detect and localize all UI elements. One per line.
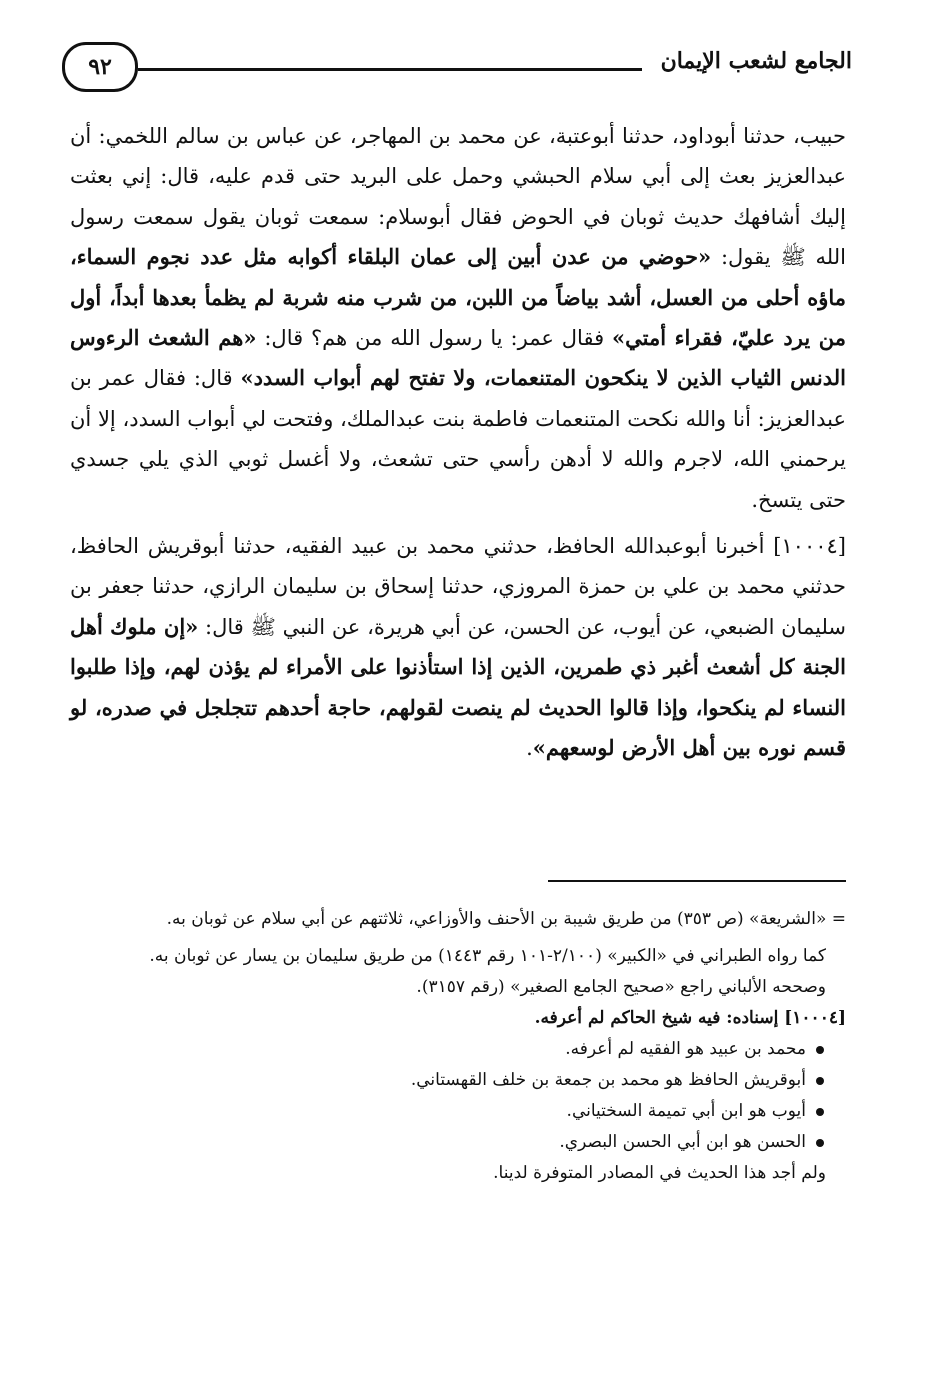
page-number: ٩٢ (62, 42, 138, 92)
hadith-text: «حوضي من عدن أبين إلى عمان البلقاء أكوابه مثل عدد نجوم السماء، ماؤه أحلى من العسل، أشد بياضاً من اللبن، من شرب منه شربة لم يظمأ بعدها أبداً، أول من يرد عليّ، فقراء أمتي» (70, 244, 846, 351)
list-item: أيوب هو ابن أبي تميمة السختياني. (70, 1096, 826, 1127)
footnote-line: وصححه الألباني راجع «صحيح الجامع الصغير» (رقم ٣١٥٧). (416, 977, 826, 997)
text-segment: فقال عمر: يا رسول الله من هم؟ قال: (256, 326, 613, 351)
main-text (70, 116, 846, 769)
footnote-line: = «الشريعة» (ص ٣٥٣) من طريق شيبة بن الأحنف والأوزاعي، ثلاثتهم عن أبي سلام عن ثوبان به. (166, 909, 846, 929)
footnote-heading: [١٠٠٠٤] إسناده: فيه شيخ الحاكم لم أعرفه. (534, 1008, 846, 1028)
hadith-text: «هم الشعث الرءوس الدنس الثياب الذين لا ينكحون المتنعمات، ولا تفتح لهم أبواب السدد» (70, 325, 846, 391)
text-segment: [١٠٠٠٤] أخبرنا أبوعبدالله الحافظ، حدثني محمد بن عبيد الفقيه، حدثنا أبوقريش الحافظ، حدثني محمد بن علي بن حمزة المروزي، حدثنا إسحاق بن سليمان الرازي، حدثنا جعفر بن سليمان الضبعي، عن أيوب، عن الحسن، عن أبي هريرة، عن النبي ﷺ قال: (70, 534, 846, 639)
list-item: الحسن هو ابن أبي الحسن البصري. (70, 1127, 826, 1158)
text-segment: . (526, 736, 533, 761)
paragraph-2 (70, 526, 846, 768)
paragraph-1 (70, 116, 846, 520)
hadith-text: «إن ملوك أهل الجنة كل أشعث أغبر ذي طمرين، الذين إذا استأذنوا على الأمراء لم يؤذن لهم، وإذا طلبوا النساء لم ينكحوا، وإذا قالوا الحديث لم ينصت لقولهم، حاجة أحدهم تتجلجل في صدره، لو قسم نوره بين أهل الأرض لوسعهم» (70, 613, 846, 761)
text-segment: حبيب، حدثنا أبوداود، حدثنا أبوعتبة، عن محمد بن المهاجر، عن عباس بن سالم اللخمي: أن عبدالعزيز بعث إلى أبي سلام الحبشي وحمل على البريد حتى قدم عليه، قال: إني بعثت إليك أشافهك حديث ثوبان في الحوض فقال أبوسلام: سمعت ثوبان يقول سمعت رسول الله ﷺ يقول: (70, 124, 846, 270)
footnote-closing: ولم أجد هذا الحديث في المصادر المتوفرة لدينا. (493, 1163, 826, 1183)
footnotes (70, 904, 846, 1189)
footnote-separator (548, 880, 846, 882)
header-rule (138, 68, 642, 71)
text-segment: قال: فقال عمر بن عبدالعزيز: أنا والله نكحت المتنعمات فاطمة بنت عبدالملك، وفتحت لي أبواب السدد، إلا أن يرحمني الله، لاجرم والله لا أدهن رأسي حتى تشعث، ولا أغسل ثوبي الذي يلي جسدي حتى يتسخ. (70, 366, 846, 512)
list-item: محمد بن عبيد هو الفقيه لم أعرفه. (70, 1034, 826, 1065)
page-header (62, 38, 852, 100)
footnote-bullet-list (70, 1034, 846, 1158)
book-title: الجامع لشعب الإيمان (660, 48, 852, 74)
list-item: أبوقريش الحافظ هو محمد بن جمعة بن خلف القهستاني. (70, 1065, 826, 1096)
footnote-line: كما رواه الطبراني في «الكبير» (٢/١٠٠-١٠١ رقم ١٤٤٣) من طريق سليمان بن يسار عن ثوبان به. (149, 946, 826, 966)
